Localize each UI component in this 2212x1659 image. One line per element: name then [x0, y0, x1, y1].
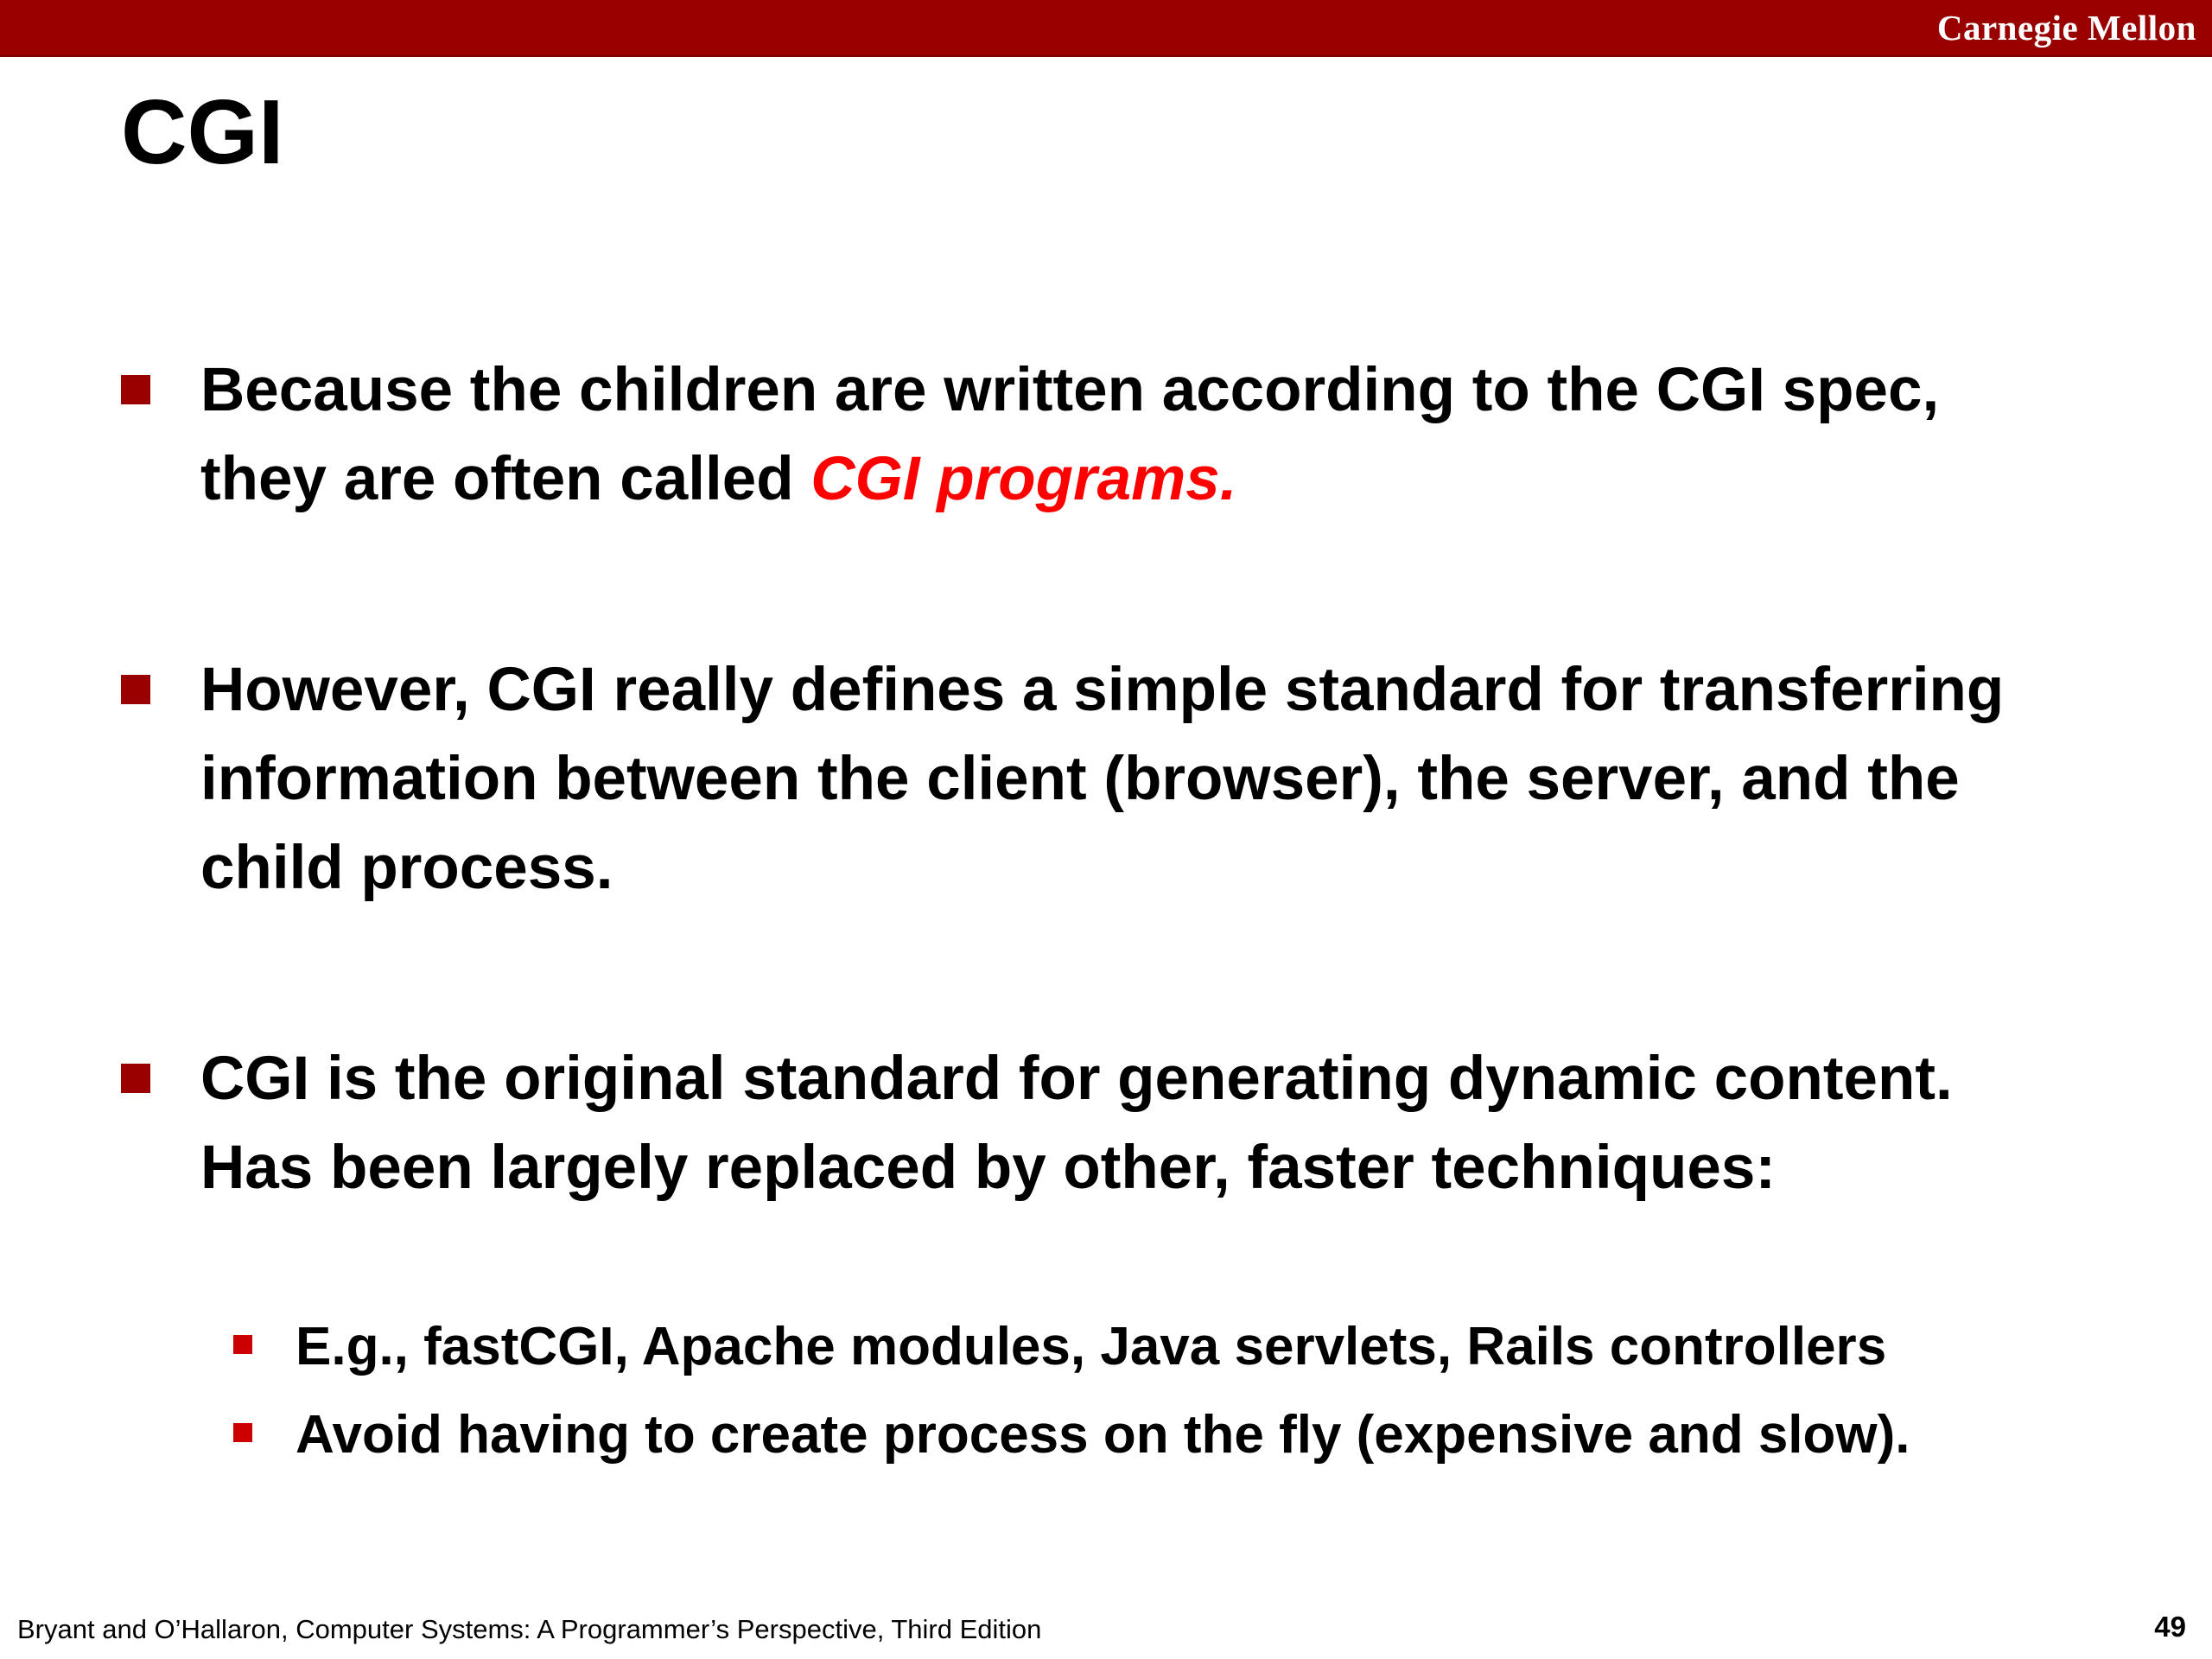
square-bullet-icon: [121, 1064, 150, 1093]
brand-wordmark: Carnegie Mellon: [1936, 8, 2196, 48]
slide-title: CGI: [121, 81, 284, 183]
footer-citation: Bryant and O’Hallaron, Computer Systems: A Programmer’s Perspective, Third Edition: [17, 1614, 1042, 1644]
small-square-bullet-icon: [233, 1335, 252, 1354]
small-square-bullet-icon: [233, 1423, 252, 1442]
bullet-text: CGI is the original standard for generating dynamic content. Has been largely replaced by other, faster techniques:: [200, 1045, 1953, 1202]
bullet-text: However, CGI really defines a simple standard for transferring information between the client (browser), the server, and the child process.: [200, 656, 2005, 902]
sub-bullet-text: Avoid having to create process on the fly (expensive and slow).: [296, 1405, 1910, 1465]
bullet-text: [200, 346, 2058, 524]
square-bullet-icon: [121, 375, 150, 404]
bullet-text-accent: CGI programs.: [810, 445, 1237, 513]
bullet-text-main: Because the children are written according to the CGI spec, they are often called: [200, 356, 1940, 513]
page-number: 49: [2154, 1611, 2186, 1643]
square-bullet-icon: [121, 675, 150, 704]
header-bar: [0, 0, 2212, 57]
sub-bullet-text: E.g., fastCGI, Apache modules, Java servlets, Rails controllers: [296, 1317, 1887, 1376]
